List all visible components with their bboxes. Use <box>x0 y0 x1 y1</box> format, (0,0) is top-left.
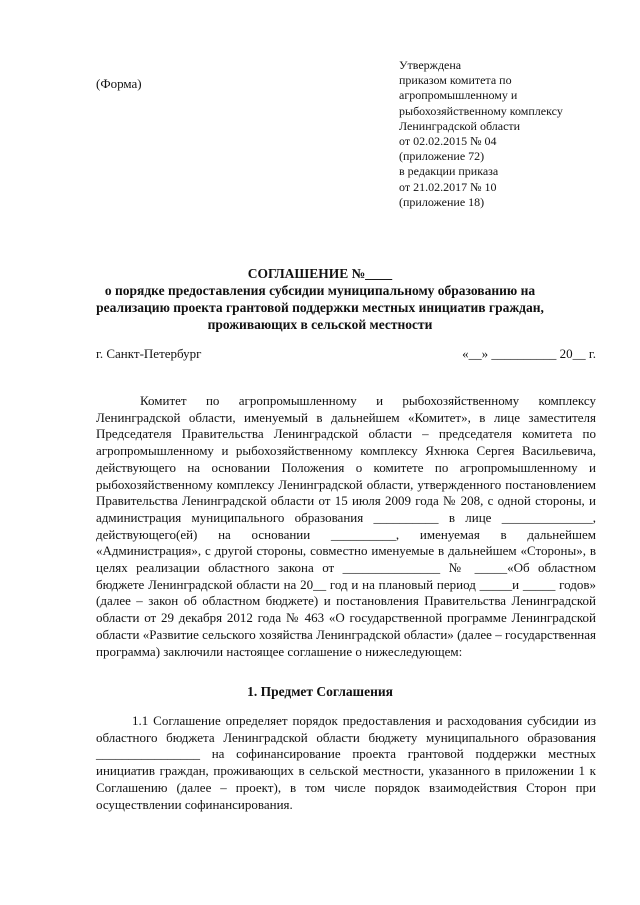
document-title: СОГЛАШЕНИЕ №____ <box>247 266 393 281</box>
city: г. Санкт-Петербург <box>96 346 202 361</box>
approval-line: приказом комитета по <box>399 73 512 88</box>
preamble-paragraph: Комитет по агропромышленному и рыбохозяйственному комплексу Ленинградской области, именуемый в дальнейшем «Комитет», в лице заместителя Председателя Правительства Ленинградской области – председателя комитета по агропромышленному и рыбохозяйственному комплексу Яхнюка Сергея Васильевича, действующего на основании Положения о комитете по агропромышленному и рыбохозяйственному комплексу Ленинградской области, утвержденного постановлением Правительства Ленинградской области от 15 июля 2009 года № 208, с одной стороны, и администрация муниципального образования __________ в лице ______________, действующего(ей) на основании __________, именуемая в дальнейшем «Администрация», с другой стороны, совместно именуемые в дальнейшем «Стороны», в целях реализации областного закона от _______________ № _____«Об областном бюджете Ленинградской области на 20__ год и на плановый период _____и _____ годов» (далее – закон об областном бюджете) и постановления Правительства Ленинградской области от 29 декабря 2012 года № 463 «О государственной программе Ленинградской области «Развитие сельского хозяйства Ленинградской области» (далее – государственная программа) заключили настоящее соглашение о нижеследующем: <box>96 393 596 659</box>
approval-line: (приложение 72) <box>399 149 485 164</box>
approval-line: от 02.02.2015 № 04 <box>399 134 497 149</box>
document-subtitle-line: о порядке предоставления субсидии муниципальному образованию на <box>104 283 536 298</box>
form-label: (Форма) <box>96 76 142 91</box>
approval-line: Утверждена <box>399 58 462 72</box>
approval-line: (приложение 18) <box>399 194 485 209</box>
clause-1-1: 1.1 Соглашение определяет порядок предоставления и расходования субсидии из областного бюджета Ленинградской области бюджету муниципального образования ________________ на софинансирование проекта грантовой поддержки местных инициатив граждан, проживающих в сельской местности, указанного в приложении 1 к Соглашению (далее – проект), в том числе порядок взаимодействия Сторон при осуществлении софинансирования. <box>96 713 596 812</box>
approval-line: агропромышленному и <box>399 88 518 103</box>
approval-line: рыбохозяйственному комплексу <box>399 103 563 118</box>
approval-line: от 21.02.2017 № 10 <box>399 179 497 194</box>
document-subtitle-line: проживающих в сельской местности <box>207 317 433 332</box>
section-title: 1. Предмет Соглашения <box>247 684 393 699</box>
date-placeholder: «__» __________ 20__ г. <box>462 346 596 361</box>
approval-line: Ленинградской области <box>399 118 521 133</box>
approval-line: в редакции приказа <box>399 164 499 179</box>
approval-block <box>399 58 563 210</box>
document-subtitle-line: реализацию проекта грантовой поддержки местных инициатив граждан, <box>96 300 544 315</box>
